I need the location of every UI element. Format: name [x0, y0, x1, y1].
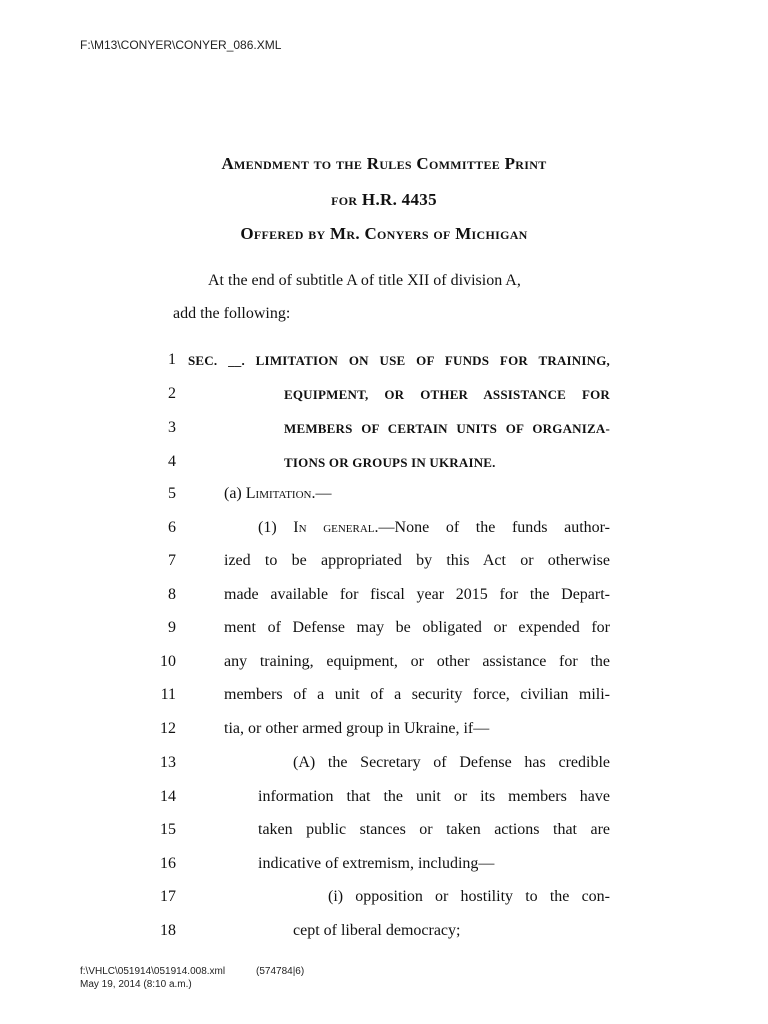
bill-number: H.R. 4435: [361, 190, 437, 209]
line-number: 6: [168, 519, 176, 536]
text-line: ized to be appropriated by this Act or otherwise: [224, 552, 610, 569]
text-line: ment of Defense may be obligated or expended for: [224, 619, 610, 636]
intro-line-2: add the following:: [173, 305, 291, 322]
footer-date: May 19, 2014 (8:10 a.m.): [80, 979, 192, 990]
title-line-3: Offered by Mr. Conyers of Michigan: [240, 224, 528, 243]
text-line: made available for fiscal year 2015 for the Depart-: [224, 586, 610, 603]
text-line: any training, equipment, or other assistance for the: [224, 653, 610, 670]
line-number: 14: [160, 788, 176, 805]
header-path: F:\M13\CONYER\CONYER_086.XML: [80, 38, 282, 52]
line-number: 3: [168, 419, 176, 436]
section-heading-line: TIONS OR GROUPS IN UKRAINE.: [284, 455, 496, 470]
line-number: 4: [168, 453, 176, 470]
title-line-1: Amendment to the Rules Committee Print: [221, 154, 547, 173]
line-number: 11: [160, 686, 176, 703]
line-number: 8: [168, 586, 176, 603]
text-line: members of a unit of a security force, civilian mili-: [224, 686, 610, 703]
intro-line-1: At the end of subtitle A of title XII of division A,: [208, 272, 521, 289]
line-number: 5: [168, 485, 176, 502]
subsection-heading-title: Limitation: [245, 485, 312, 502]
text-line: (1) In general.—None of the funds author-: [258, 519, 611, 536]
line-number: 12: [160, 720, 176, 737]
paragraph-heading-title: In general: [293, 519, 375, 536]
section-heading-line: MEMBERS OF CERTAIN UNITS OF ORGANIZA-: [284, 421, 610, 436]
section-heading-line: SEC. __. LIMITATION ON USE OF FUNDS FOR TRAINING,: [188, 353, 610, 368]
text-line: taken public stances or taken actions that are: [258, 821, 610, 838]
line-number: 17: [160, 888, 176, 905]
title-line-2-prefix: for: [331, 190, 358, 209]
line-number: 10: [160, 653, 176, 670]
text-line: information that the unit or its members have: [258, 788, 610, 805]
text-line: indicative of extremism, including—: [258, 855, 495, 872]
subsection-heading: (a) Limitation.—: [224, 485, 332, 502]
line-number: 16: [160, 855, 176, 872]
section-heading-line: EQUIPMENT, OR OTHER ASSISTANCE FOR: [284, 387, 610, 402]
line-number: 1: [168, 351, 176, 368]
line-number: 15: [160, 821, 176, 838]
line-number: 7: [168, 552, 176, 569]
text-line: (i) opposition or hostility to the con-: [328, 888, 610, 905]
line-number: 2: [168, 385, 176, 402]
footer-file: f:\VHLC\051914\051914.008.xml: [80, 966, 226, 977]
line-number: 9: [168, 619, 176, 636]
line-number: 18: [160, 922, 176, 939]
text-line: (A) the Secretary of Defense has credible: [293, 754, 610, 771]
text-line: cept of liberal democracy;: [293, 922, 461, 939]
text-line: tia, or other armed group in Ukraine, if—: [224, 720, 490, 737]
footer-code: (574784|6): [256, 966, 305, 977]
title-line-2: [0, 190, 768, 210]
line-number: 13: [160, 754, 176, 771]
